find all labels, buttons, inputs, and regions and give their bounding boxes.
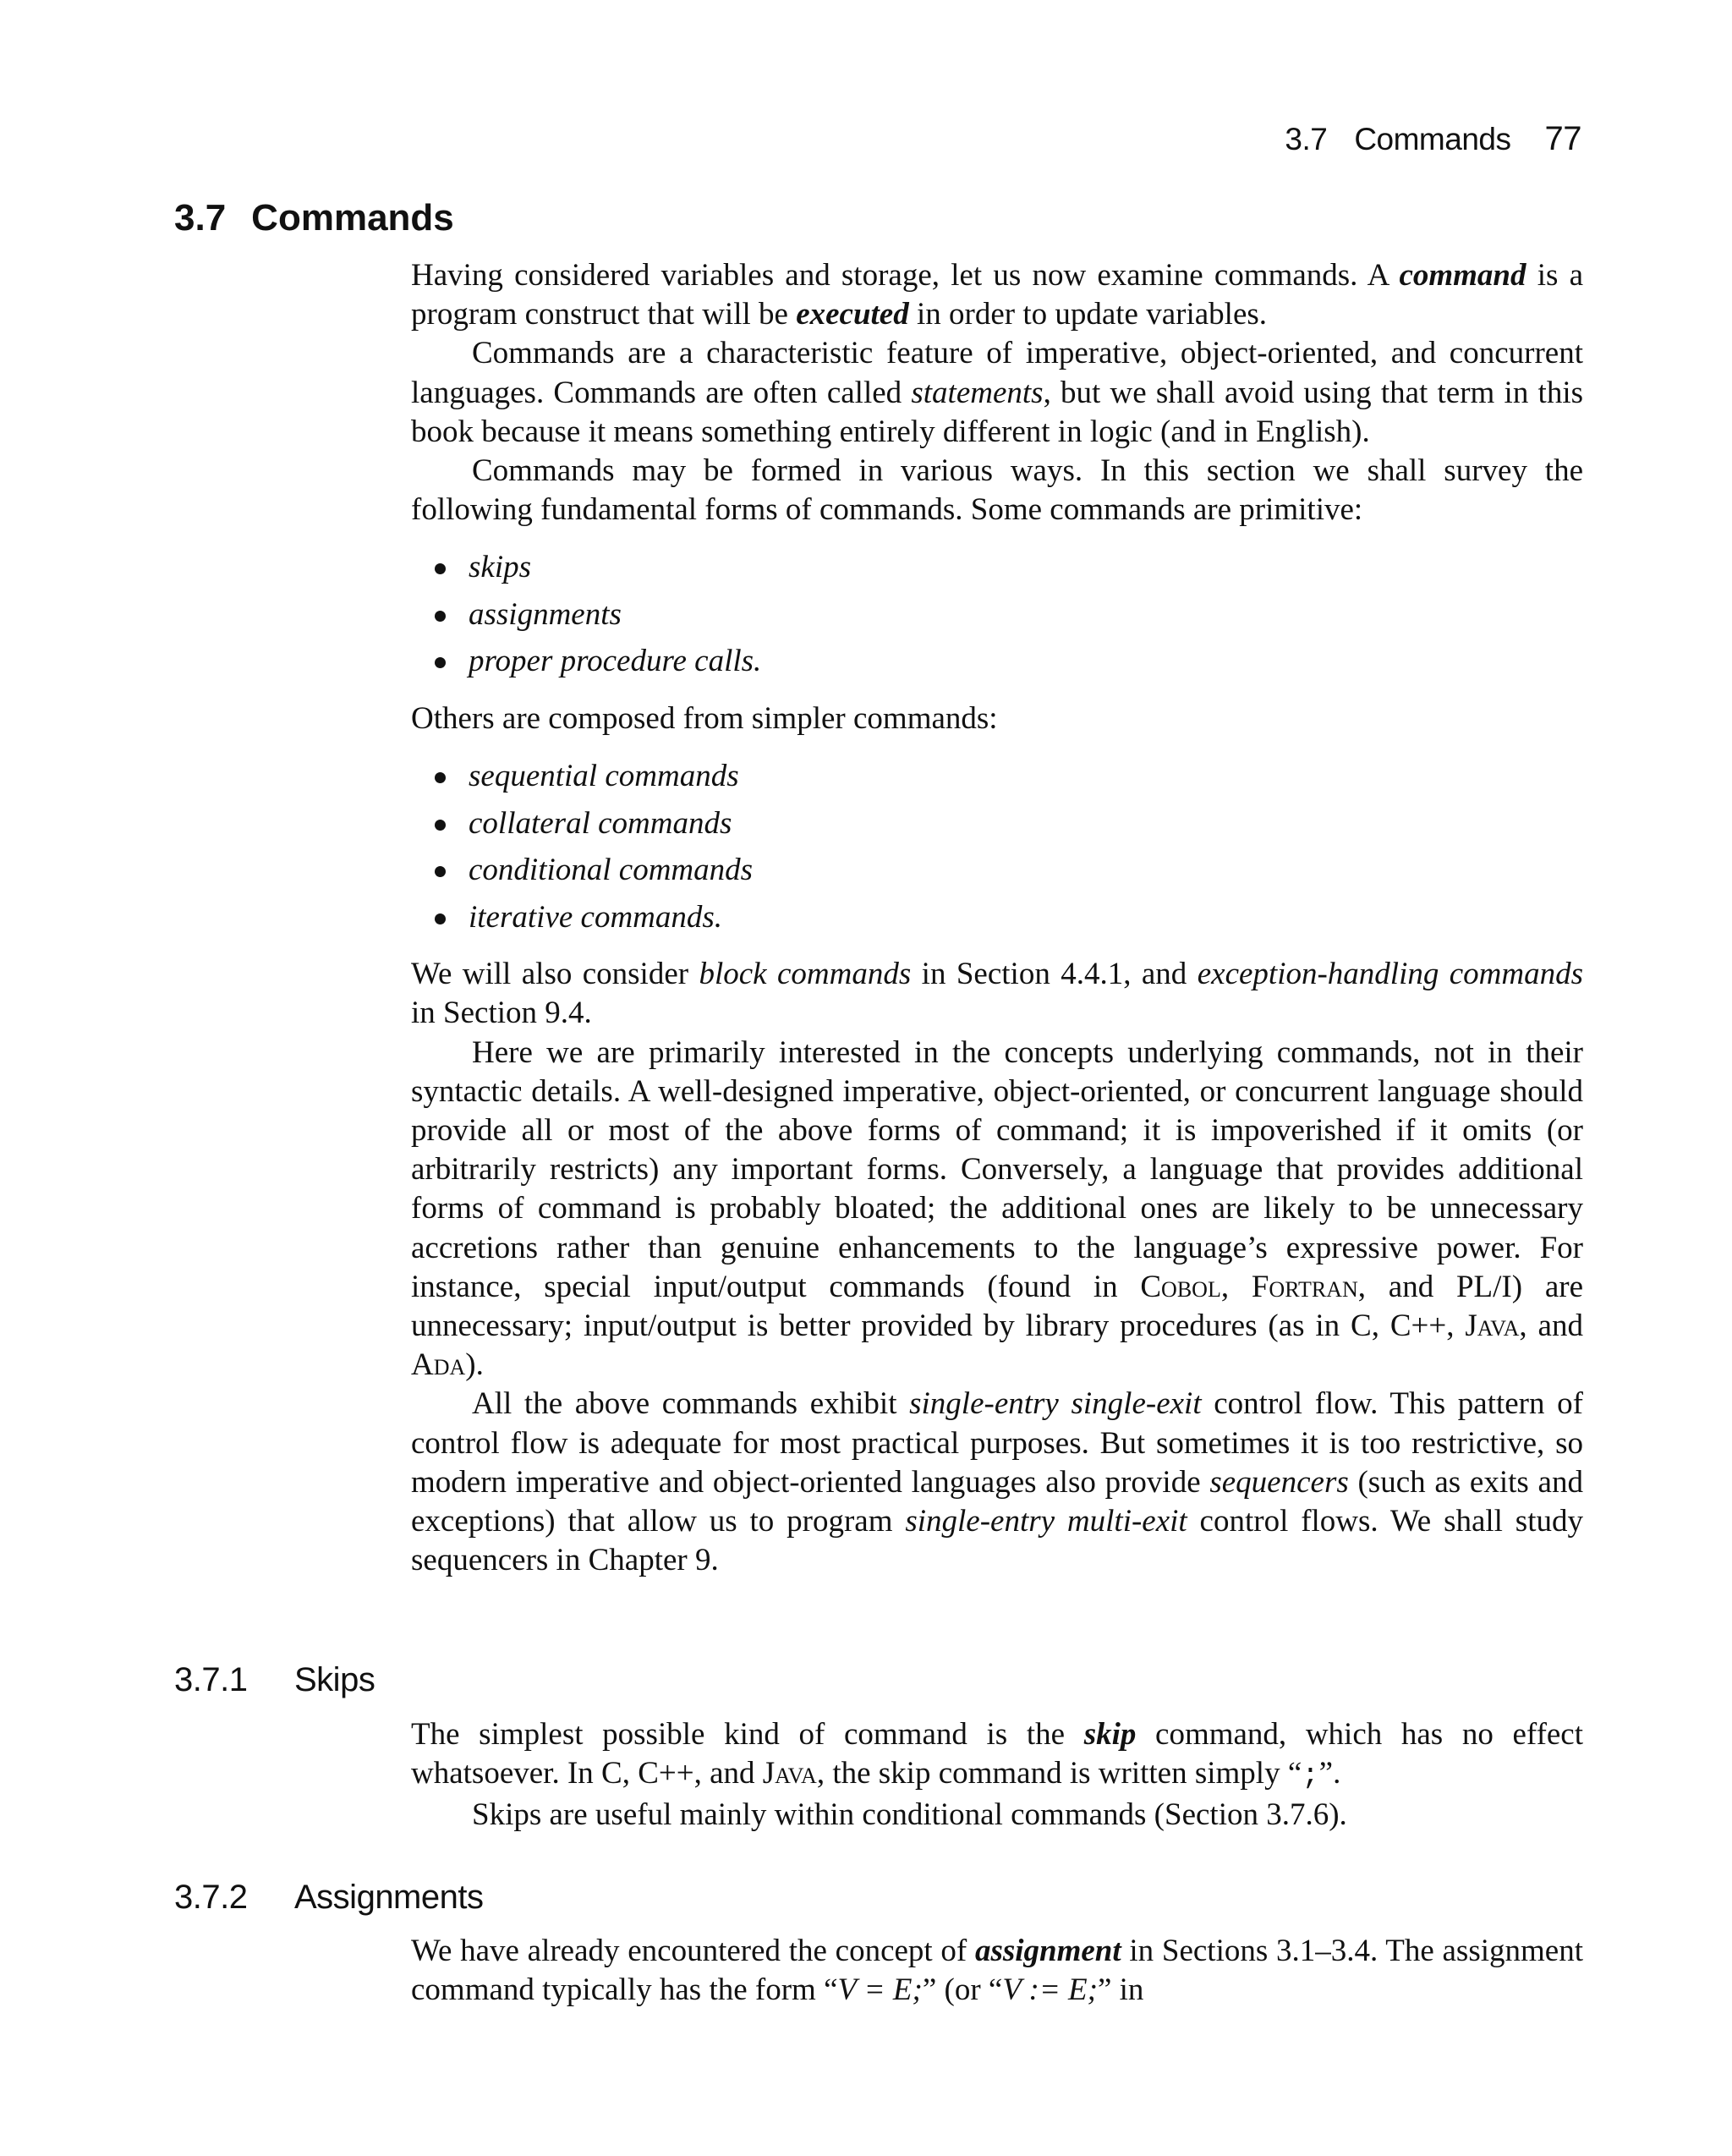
text-run: control flow. This pattern of control flow is adequate for most practical purposes. But sometimes it is too restrictive, so modern imperative and object-oriented languages also provide	[411, 1386, 1583, 1500]
text-run: ,	[1220, 1269, 1252, 1304]
section-body	[411, 256, 1583, 1580]
primitive-commands-list	[411, 544, 1583, 685]
text-run: The simplest possible kind of command is the	[411, 1717, 1084, 1752]
bullet-icon	[435, 657, 446, 668]
language-name: Cobol	[1140, 1269, 1221, 1304]
text-run: , the skip command is written simply “	[816, 1756, 1302, 1791]
paragraph-assignment	[411, 1932, 1583, 2010]
term-sequencers: sequencers	[1209, 1464, 1349, 1500]
text-run: (such as exits and exceptions) that allow us to program	[411, 1464, 1583, 1539]
assignments-body	[411, 1932, 1583, 2010]
text-run: command, which has no effect whatsoever. In C, C++, and	[411, 1717, 1584, 1791]
composite-commands-list	[411, 753, 1583, 941]
term-single-entry-single-exit: single-entry single-exit	[909, 1386, 1202, 1422]
list-item-text: proper procedure calls.	[469, 644, 762, 679]
paragraph-concepts	[411, 1034, 1583, 1385]
code-semicolon: ;	[1302, 1760, 1319, 1793]
paragraph-skip-usage: Skips are useful mainly within conditional commands (Section 3.7.6).	[472, 1797, 1347, 1833]
section-heading	[174, 193, 454, 244]
page-number: 77	[1544, 120, 1581, 157]
subsection-title: Assignments	[294, 1879, 484, 1916]
text-run: ”.	[1318, 1756, 1341, 1791]
list-item	[469, 894, 1583, 941]
bullet-icon	[435, 611, 446, 622]
language-name: Java	[1465, 1308, 1520, 1343]
list-item-text: sequential commands	[469, 759, 739, 794]
term-executed: executed	[796, 297, 909, 332]
subsection-number: 3.7.1	[174, 1661, 248, 1698]
list-item	[469, 638, 1583, 685]
text-run: in Section 4.4.1, and	[911, 957, 1198, 992]
language-name: Ada	[411, 1347, 466, 1383]
paragraph-also-consider	[411, 955, 1583, 1033]
list-item-text: assignments	[469, 596, 622, 632]
list-item	[469, 591, 1583, 639]
text-run: control flows. We shall study sequencers in Chapter 9.	[411, 1503, 1583, 1578]
bullet-icon	[435, 563, 446, 574]
term-command: command	[1399, 258, 1526, 293]
code-assignment-form-alt: V := E;	[1002, 1972, 1098, 2008]
text-run: Here we are primarily interested in the concepts underlying commands, not in their syntactic details. A well-designed imperative, object-oriented, or concurrent language should provide all or most of the above forms of command; it is impoverished if it omits (or arbitrarily restricts) any important forms. Conversely, a language that provides additional forms of command is probably bloated; the additional ones are likely to be unnecessary accretions rather than genuine enhancements to the language’s expressive power. For instance, special input/output commands (found in	[411, 1034, 1583, 1304]
list-item-text: conditional commands	[469, 853, 754, 888]
running-head-title: Commands	[1354, 122, 1511, 156]
paragraph-characteristic	[411, 334, 1583, 452]
text-run: ).	[465, 1347, 484, 1383]
term-block-commands: block commands	[699, 957, 912, 992]
subsection-heading-skips	[174, 1656, 375, 1703]
language-name: Fortran	[1251, 1269, 1358, 1304]
section-number: 3.7	[174, 197, 227, 239]
text-run: All the above commands exhibit	[472, 1386, 910, 1422]
running-head-section: 3.7	[1285, 122, 1328, 156]
text-run: We will also consider	[411, 957, 699, 992]
code-assignment-form: V = E;	[837, 1972, 923, 2008]
running-head	[1269, 115, 1581, 163]
subsection-number: 3.7.2	[174, 1879, 248, 1916]
text-run: , and PL/I) are unnecessary; input/output is better provided by library procedures (as in C, C++,	[411, 1269, 1583, 1343]
list-item-text: skips	[469, 550, 531, 585]
text-run: in Sections 3.1–3.4. The assignment command typically has the form “	[411, 1934, 1583, 2008]
bullet-icon	[435, 772, 446, 783]
text-run: ” in	[1097, 1972, 1144, 2008]
language-name: Java	[762, 1756, 817, 1791]
text-run: Having considered variables and storage, let us now examine commands. A	[411, 258, 1400, 293]
paragraph-composed: Others are composed from simpler commands:	[411, 700, 998, 736]
text-run: in order to update variables.	[908, 297, 1268, 332]
text-run: in Section 9.4.	[411, 996, 592, 1031]
text-run: is a program construct that will be	[411, 258, 1583, 332]
subsection-heading-assignments	[174, 1873, 483, 1921]
paragraph-control-flow	[411, 1385, 1583, 1580]
list-item	[469, 800, 1583, 848]
list-item	[469, 753, 1583, 800]
list-item	[469, 544, 1583, 591]
bullet-icon	[435, 866, 446, 877]
term-single-entry-multi-exit: single-entry multi-exit	[905, 1503, 1187, 1539]
list-item-text: collateral commands	[469, 805, 732, 841]
text-run: Commands are a characteristic feature of imperative, object-oriented, and concurrent languages. Commands are often called	[411, 336, 1583, 410]
text-run: ” (or “	[922, 1972, 1003, 2008]
paragraph-skip-definition	[411, 1715, 1583, 1796]
bullet-icon	[435, 820, 446, 831]
subsection-title: Skips	[294, 1661, 375, 1698]
skips-body	[411, 1715, 1583, 1835]
paragraph-forms: Commands may be formed in various ways. In this section we shall survey the following fundamental forms of commands. Some commands are primitive:	[411, 453, 1583, 528]
section-title: Commands	[251, 197, 454, 239]
text-run: We have already encountered the concept of	[411, 1934, 975, 1968]
paragraph-intro	[411, 256, 1583, 334]
text-run: , but we shall avoid using that term in this book because it means something entirely different in logic (and in English).	[411, 375, 1583, 449]
term-statements: statements	[911, 375, 1044, 410]
text-run: , and	[1519, 1308, 1583, 1343]
list-item	[469, 847, 1583, 894]
term-assignment: assignment	[974, 1934, 1121, 1968]
bullet-icon	[435, 913, 446, 924]
term-exception-handling: exception-handling commands	[1197, 957, 1584, 992]
term-skip: skip	[1083, 1717, 1137, 1752]
list-item-text: iterative commands.	[469, 899, 723, 935]
